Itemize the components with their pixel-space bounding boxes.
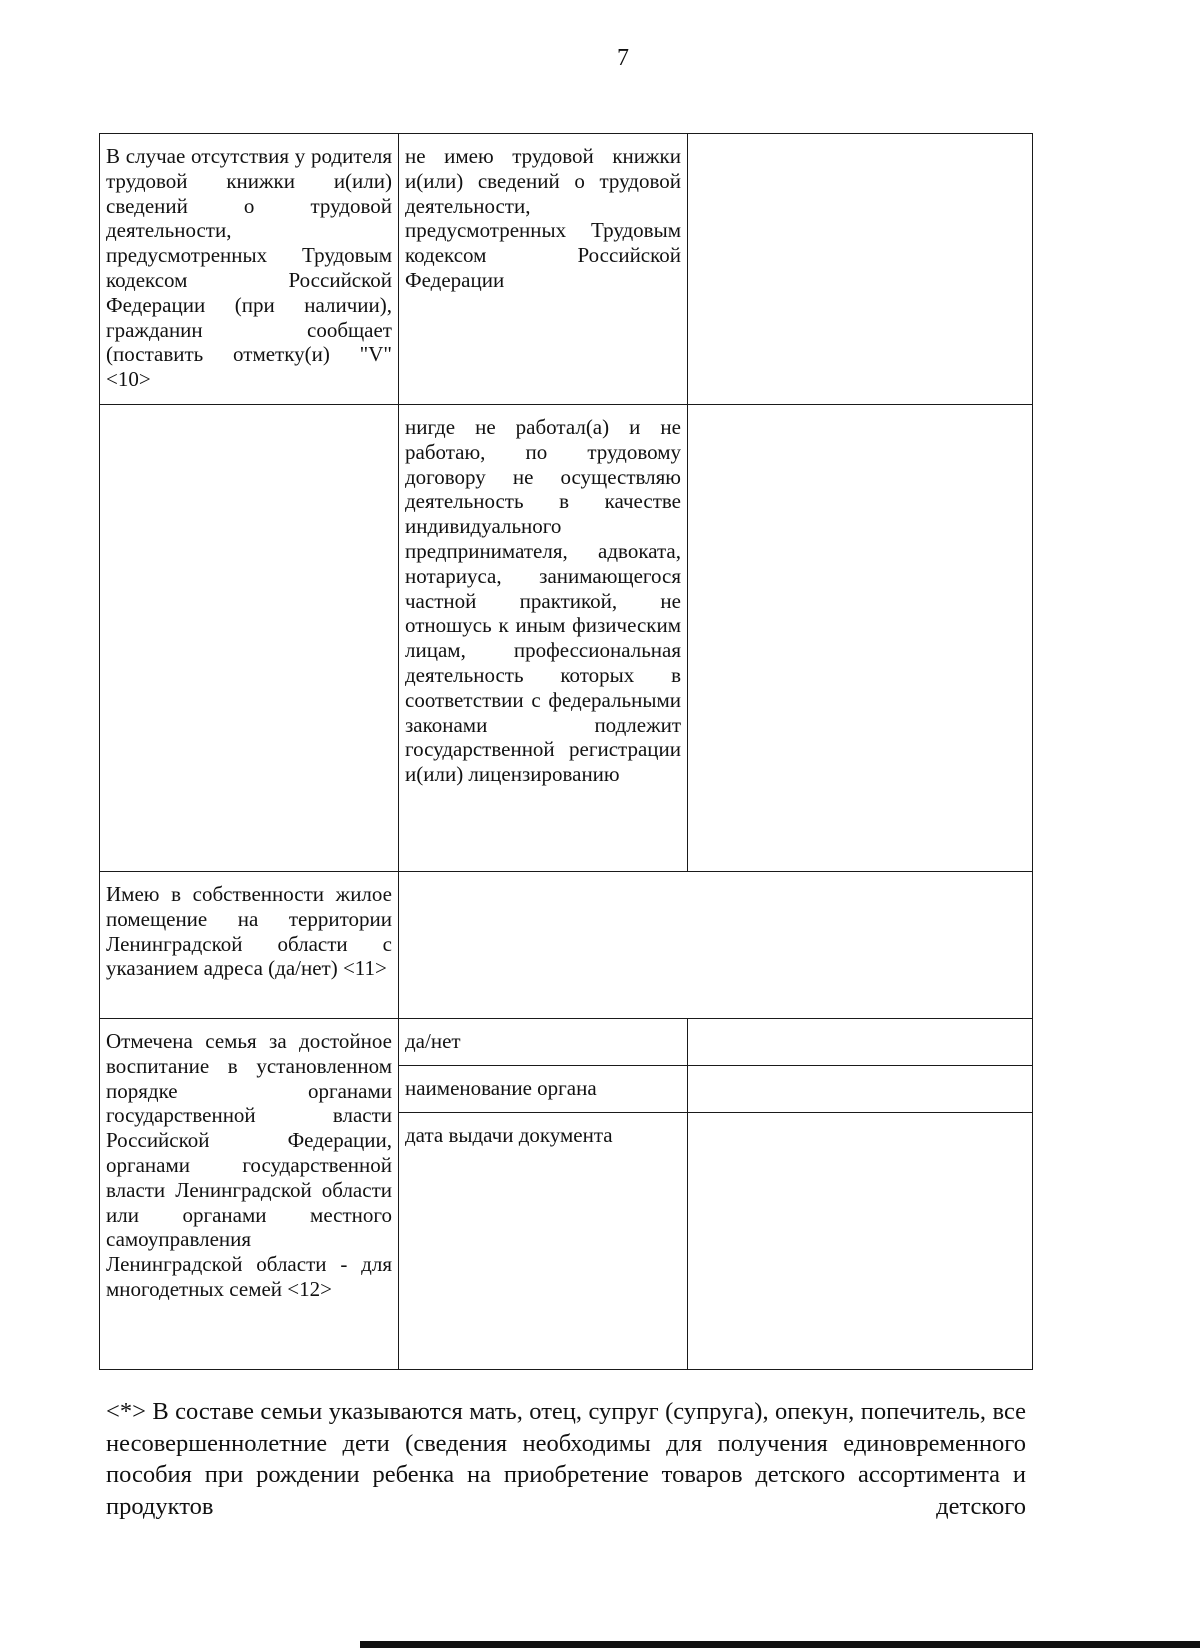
empty-label-cell bbox=[100, 405, 399, 872]
authority-name-label: наименование органа bbox=[399, 1066, 688, 1113]
scan-edge-divider bbox=[360, 1641, 1200, 1648]
family-honor-label: Отмечена семья за достойное воспитание в установленном порядке органами государственной власти Российской Федерации, органами государственной власти Ленинградской области или органами местного самоуправления Ленинградской области - для многодетных семей <12> bbox=[100, 1019, 399, 1370]
never-worked-mark-cell[interactable] bbox=[688, 405, 1033, 872]
table-row-family-honor-yes-no bbox=[100, 1019, 1033, 1066]
employment-question-label: В случае отсутствия у родителя трудовой книжки и(или) сведений о трудовой деятельности, предусмотренных Трудовым кодексом Российской Федерации (при наличии), гражданин сообщает (поставить отметку(и) "V" <10> bbox=[100, 134, 399, 405]
page-number: 7 bbox=[617, 45, 629, 71]
table-row-employment-record bbox=[100, 134, 1033, 405]
property-ownership-label: Имею в собственности жилое помещение на территории Ленинградской области с указанием адреса (да/нет) <11> bbox=[100, 872, 399, 1019]
application-form-table bbox=[99, 133, 1033, 1370]
document-issue-date-value-cell[interactable] bbox=[688, 1113, 1033, 1370]
yes-no-value-cell[interactable] bbox=[688, 1019, 1033, 1066]
never-worked-option: нигде не работал(а) и не работаю, по трудовому договору не осуществляю деятельность в качестве индивидуального предпринимателя, адвоката, нотариуса, занимающегося частной практикой, не отношусь к иным физическим лицам, профессиональная деятельность которых в соответствии с федеральными законами подлежит государственной регистрации и(или) лицензированию bbox=[399, 405, 688, 872]
property-ownership-value-cell[interactable] bbox=[399, 872, 1033, 1019]
yes-no-label: да/нет bbox=[399, 1019, 688, 1066]
authority-name-value-cell[interactable] bbox=[688, 1066, 1033, 1113]
no-employment-record-option: не имею трудовой книжки и(или) сведений о трудовой деятельности, предусмотренных Трудовым кодексом Российской Федерации bbox=[399, 134, 688, 405]
no-employment-record-mark-cell[interactable] bbox=[688, 134, 1033, 405]
document-issue-date-label: дата выдачи документа bbox=[399, 1113, 688, 1370]
footnote-family-composition: <*> В составе семьи указываются мать, отец, супруг (супруга), опекун, попечитель, все несовершеннолетние дети (сведения необходимы для получения единовременного пособия при рождении ребенка на приобретение товаров детского ассортимента и продуктов детского bbox=[106, 1398, 1026, 1520]
table-row-property bbox=[100, 872, 1033, 1019]
table-row-not-working bbox=[100, 405, 1033, 872]
